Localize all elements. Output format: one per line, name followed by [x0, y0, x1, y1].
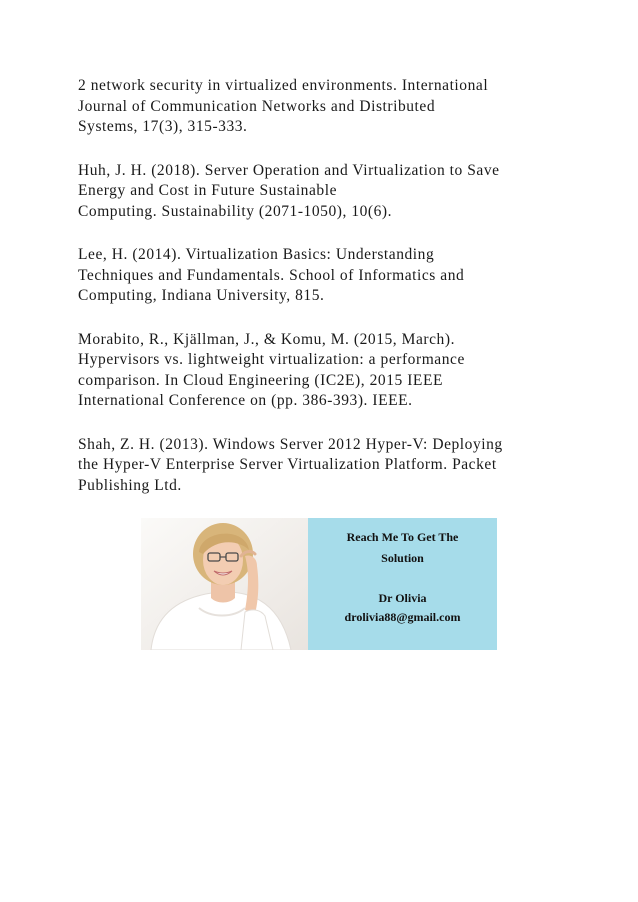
- contact-panel: [308, 518, 497, 650]
- reference-list: [78, 76, 598, 519]
- reference-entry: Shah, Z. H. (2013). Windows Server 2012 Hyper-V: Deploying the Hyper-V Enterprise Server Virtualization Platform. Packet Publishing Ltd.: [78, 435, 503, 494]
- ad-headline-line1: Reach Me To Get The: [346, 530, 459, 544]
- contact-ad-banner: [141, 518, 497, 650]
- ad-headline-line2: Solution: [381, 551, 424, 565]
- reference-entry: 2 network security in virtualized environments. International Journal of Communication Networks and Distributed Systems, 17(3), 315-333.: [78, 77, 489, 135]
- woman-portrait-icon: [141, 518, 308, 650]
- reference-entry: Huh, J. H. (2018). Server Operation and Virtualization to Save Energy and Cost in Future Sustainable Computing. Sustainability (2071-1050), 10(6).: [78, 161, 500, 220]
- woman-portrait-photo: [141, 518, 308, 650]
- contact-email: drolivia88@gmail.com: [344, 610, 461, 624]
- reference-entry: Morabito, R., Kjällman, J., & Komu, M. (2015, March). Hypervisors vs. lightweight virtualization: a performance comparison. In Cloud Engineering (IC2E), 2015 IEEE International Conference on (pp. 386-393). IEEE.: [78, 330, 465, 409]
- contact-name: Dr Olivia: [378, 591, 427, 605]
- reference-entry: Lee, H. (2014). Virtualization Basics: Understanding Techniques and Fundamentals. School of Informatics and Computing, Indiana University, 815.: [78, 246, 465, 304]
